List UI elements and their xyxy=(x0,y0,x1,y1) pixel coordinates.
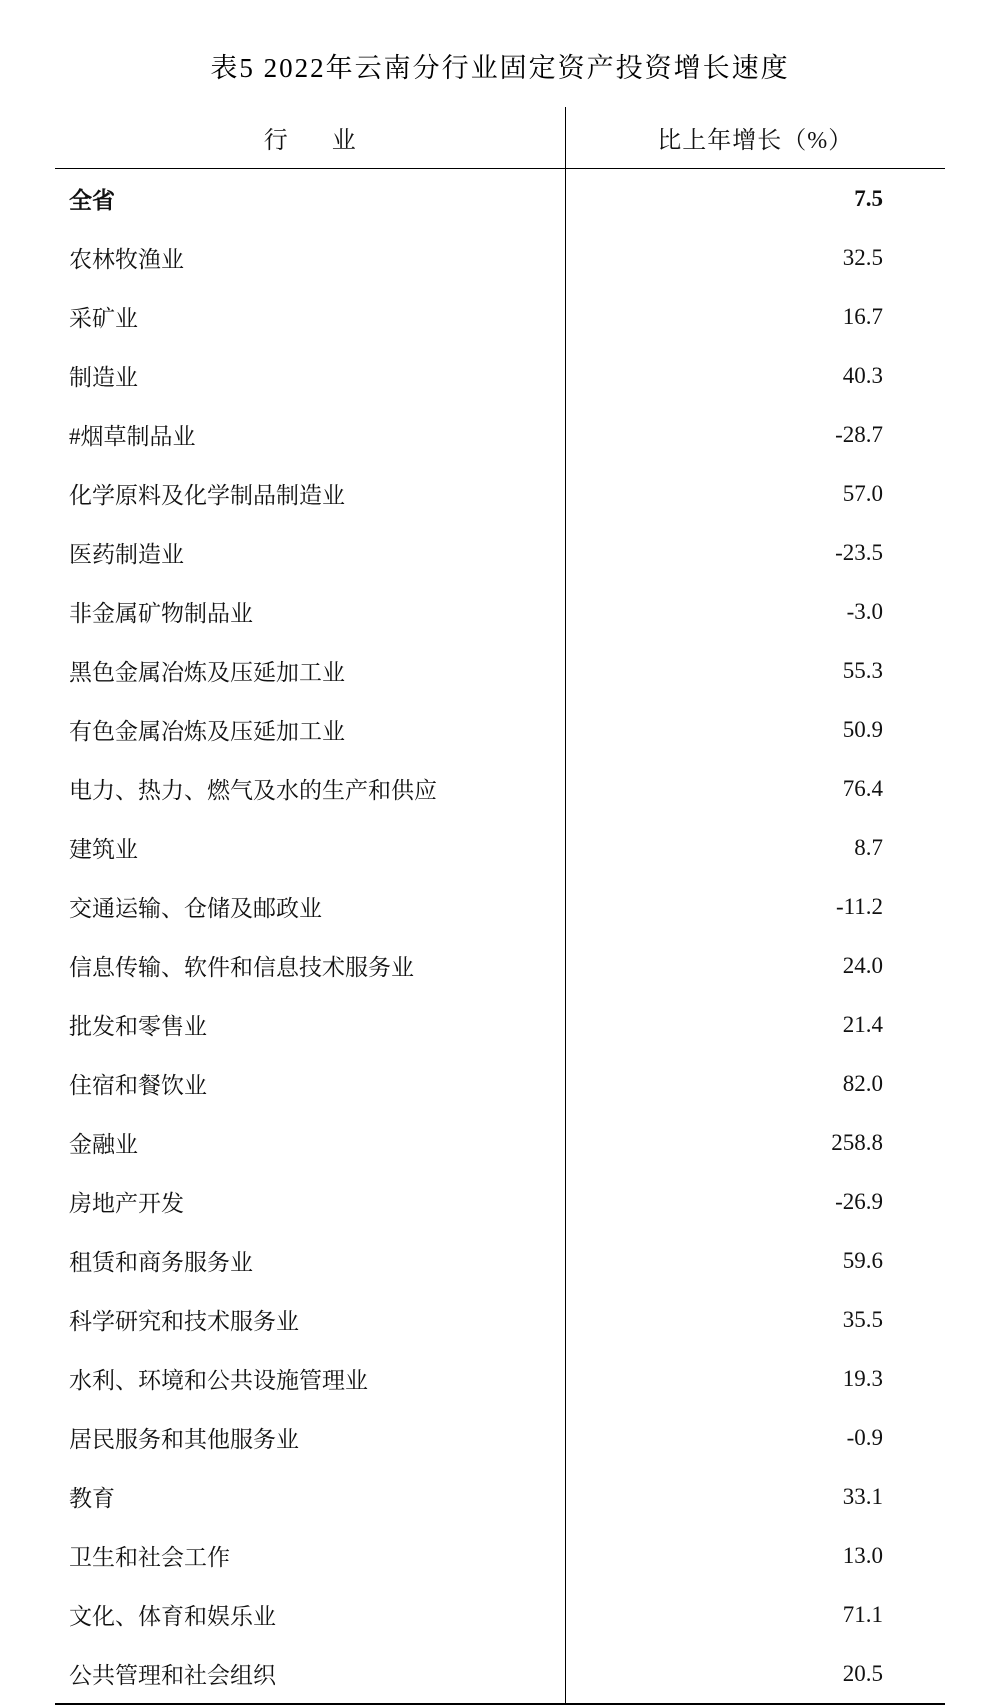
table-row xyxy=(55,1349,945,1408)
table-header-row xyxy=(55,107,945,169)
row-growth-value: 35.5 xyxy=(842,1306,883,1332)
row-growth-value: 21.4 xyxy=(842,1011,883,1037)
table-row xyxy=(55,818,945,877)
row-industry-label: 租赁和商务服务业 xyxy=(55,1231,565,1290)
table-row xyxy=(55,228,945,287)
row-industry-label: 住宿和餐饮业 xyxy=(55,1054,565,1113)
row-industry-label: 信息传输、软件和信息技术服务业 xyxy=(55,936,565,995)
table-row xyxy=(55,1231,945,1290)
table-title: 表5 2022年云南分行业固定资产投资增长速度 xyxy=(210,53,790,83)
table-row xyxy=(55,936,945,995)
row-growth-value: -23.5 xyxy=(835,539,883,565)
table-row xyxy=(55,1644,945,1704)
row-industry-label: 有色金属冶炼及压延加工业 xyxy=(55,700,565,759)
table-row xyxy=(55,169,945,229)
industry-investment-table xyxy=(55,107,945,1705)
row-growth-value: 13.0 xyxy=(842,1542,883,1568)
row-growth-value: 82.0 xyxy=(842,1070,883,1096)
row-industry-label: 水利、环境和公共设施管理业 xyxy=(55,1349,565,1408)
row-growth-value: 59.6 xyxy=(842,1247,883,1273)
table-row xyxy=(55,287,945,346)
row-industry-label: 医药制造业 xyxy=(55,523,565,582)
row-industry-label: 交通运输、仓储及邮政业 xyxy=(55,877,565,936)
row-growth-value: 7.5 xyxy=(854,185,883,211)
row-industry-label: 房地产开发 xyxy=(55,1172,565,1231)
table-row xyxy=(55,523,945,582)
row-growth-value: 71.1 xyxy=(842,1601,883,1627)
row-industry-label: 农林牧渔业 xyxy=(55,228,565,287)
table-row xyxy=(55,1526,945,1585)
row-industry-label: 黑色金属冶炼及压延加工业 xyxy=(55,641,565,700)
row-growth-value: -28.7 xyxy=(835,421,883,447)
row-industry-label: 文化、体育和娱乐业 xyxy=(55,1585,565,1644)
table-row xyxy=(55,464,945,523)
row-growth-value: 20.5 xyxy=(565,1644,945,1704)
table-row xyxy=(55,346,945,405)
row-growth-value: 24.0 xyxy=(842,952,883,978)
table-row xyxy=(55,759,945,818)
row-growth-value: -3.0 xyxy=(846,598,883,624)
table-row xyxy=(55,877,945,936)
row-growth-value: 33.1 xyxy=(842,1483,883,1509)
table-row xyxy=(55,700,945,759)
table-row xyxy=(55,1467,945,1526)
row-industry-label: 电力、热力、燃气及水的生产和供应 xyxy=(55,759,565,818)
table-row xyxy=(55,995,945,1054)
column-header-industry: 行 业 xyxy=(55,107,565,169)
table-row xyxy=(55,1290,945,1349)
row-industry-label: 非金属矿物制品业 xyxy=(55,582,565,641)
column-header-growth: 比上年增长（%） xyxy=(565,107,945,169)
table-row xyxy=(55,405,945,464)
row-industry-label: 全省 xyxy=(55,169,565,229)
row-industry-label: #烟草制品业 xyxy=(55,405,565,464)
row-growth-value: 16.7 xyxy=(842,303,883,329)
row-growth-value: 8.7 xyxy=(854,834,883,860)
row-growth-value: 50.9 xyxy=(842,716,883,742)
row-industry-label: 公共管理和社会组织 xyxy=(55,1644,565,1704)
row-growth-value: 19.3 xyxy=(842,1365,883,1391)
row-growth-value: -11.2 xyxy=(835,893,883,919)
table-row xyxy=(55,1054,945,1113)
row-growth-value: -26.9 xyxy=(835,1188,883,1214)
row-industry-label: 批发和零售业 xyxy=(55,995,565,1054)
row-growth-value: 57.0 xyxy=(842,480,883,506)
row-industry-label: 教育 xyxy=(55,1467,565,1526)
table-row xyxy=(55,1113,945,1172)
row-industry-label: 卫生和社会工作 xyxy=(55,1526,565,1585)
table-row xyxy=(55,641,945,700)
row-industry-label: 建筑业 xyxy=(55,818,565,877)
row-growth-value: 76.4 xyxy=(842,775,883,801)
row-growth-value: 55.3 xyxy=(842,657,883,683)
row-industry-label: 居民服务和其他服务业 xyxy=(55,1408,565,1467)
row-growth-value: -0.9 xyxy=(846,1424,883,1450)
row-industry-label: 金融业 xyxy=(55,1113,565,1172)
row-growth-value: 40.3 xyxy=(842,362,883,388)
table-row xyxy=(55,1408,945,1467)
row-industry-label: 制造业 xyxy=(55,346,565,405)
table-row xyxy=(55,582,945,641)
table-header xyxy=(55,107,945,169)
row-industry-label: 化学原料及化学制品制造业 xyxy=(55,464,565,523)
row-industry-label: 采矿业 xyxy=(55,287,565,346)
table-row xyxy=(55,1172,945,1231)
table-row xyxy=(55,1585,945,1644)
row-industry-label: 科学研究和技术服务业 xyxy=(55,1290,565,1349)
row-growth-value: 258.8 xyxy=(831,1129,883,1155)
row-growth-value: 32.5 xyxy=(842,244,883,270)
table-body xyxy=(55,169,945,1705)
